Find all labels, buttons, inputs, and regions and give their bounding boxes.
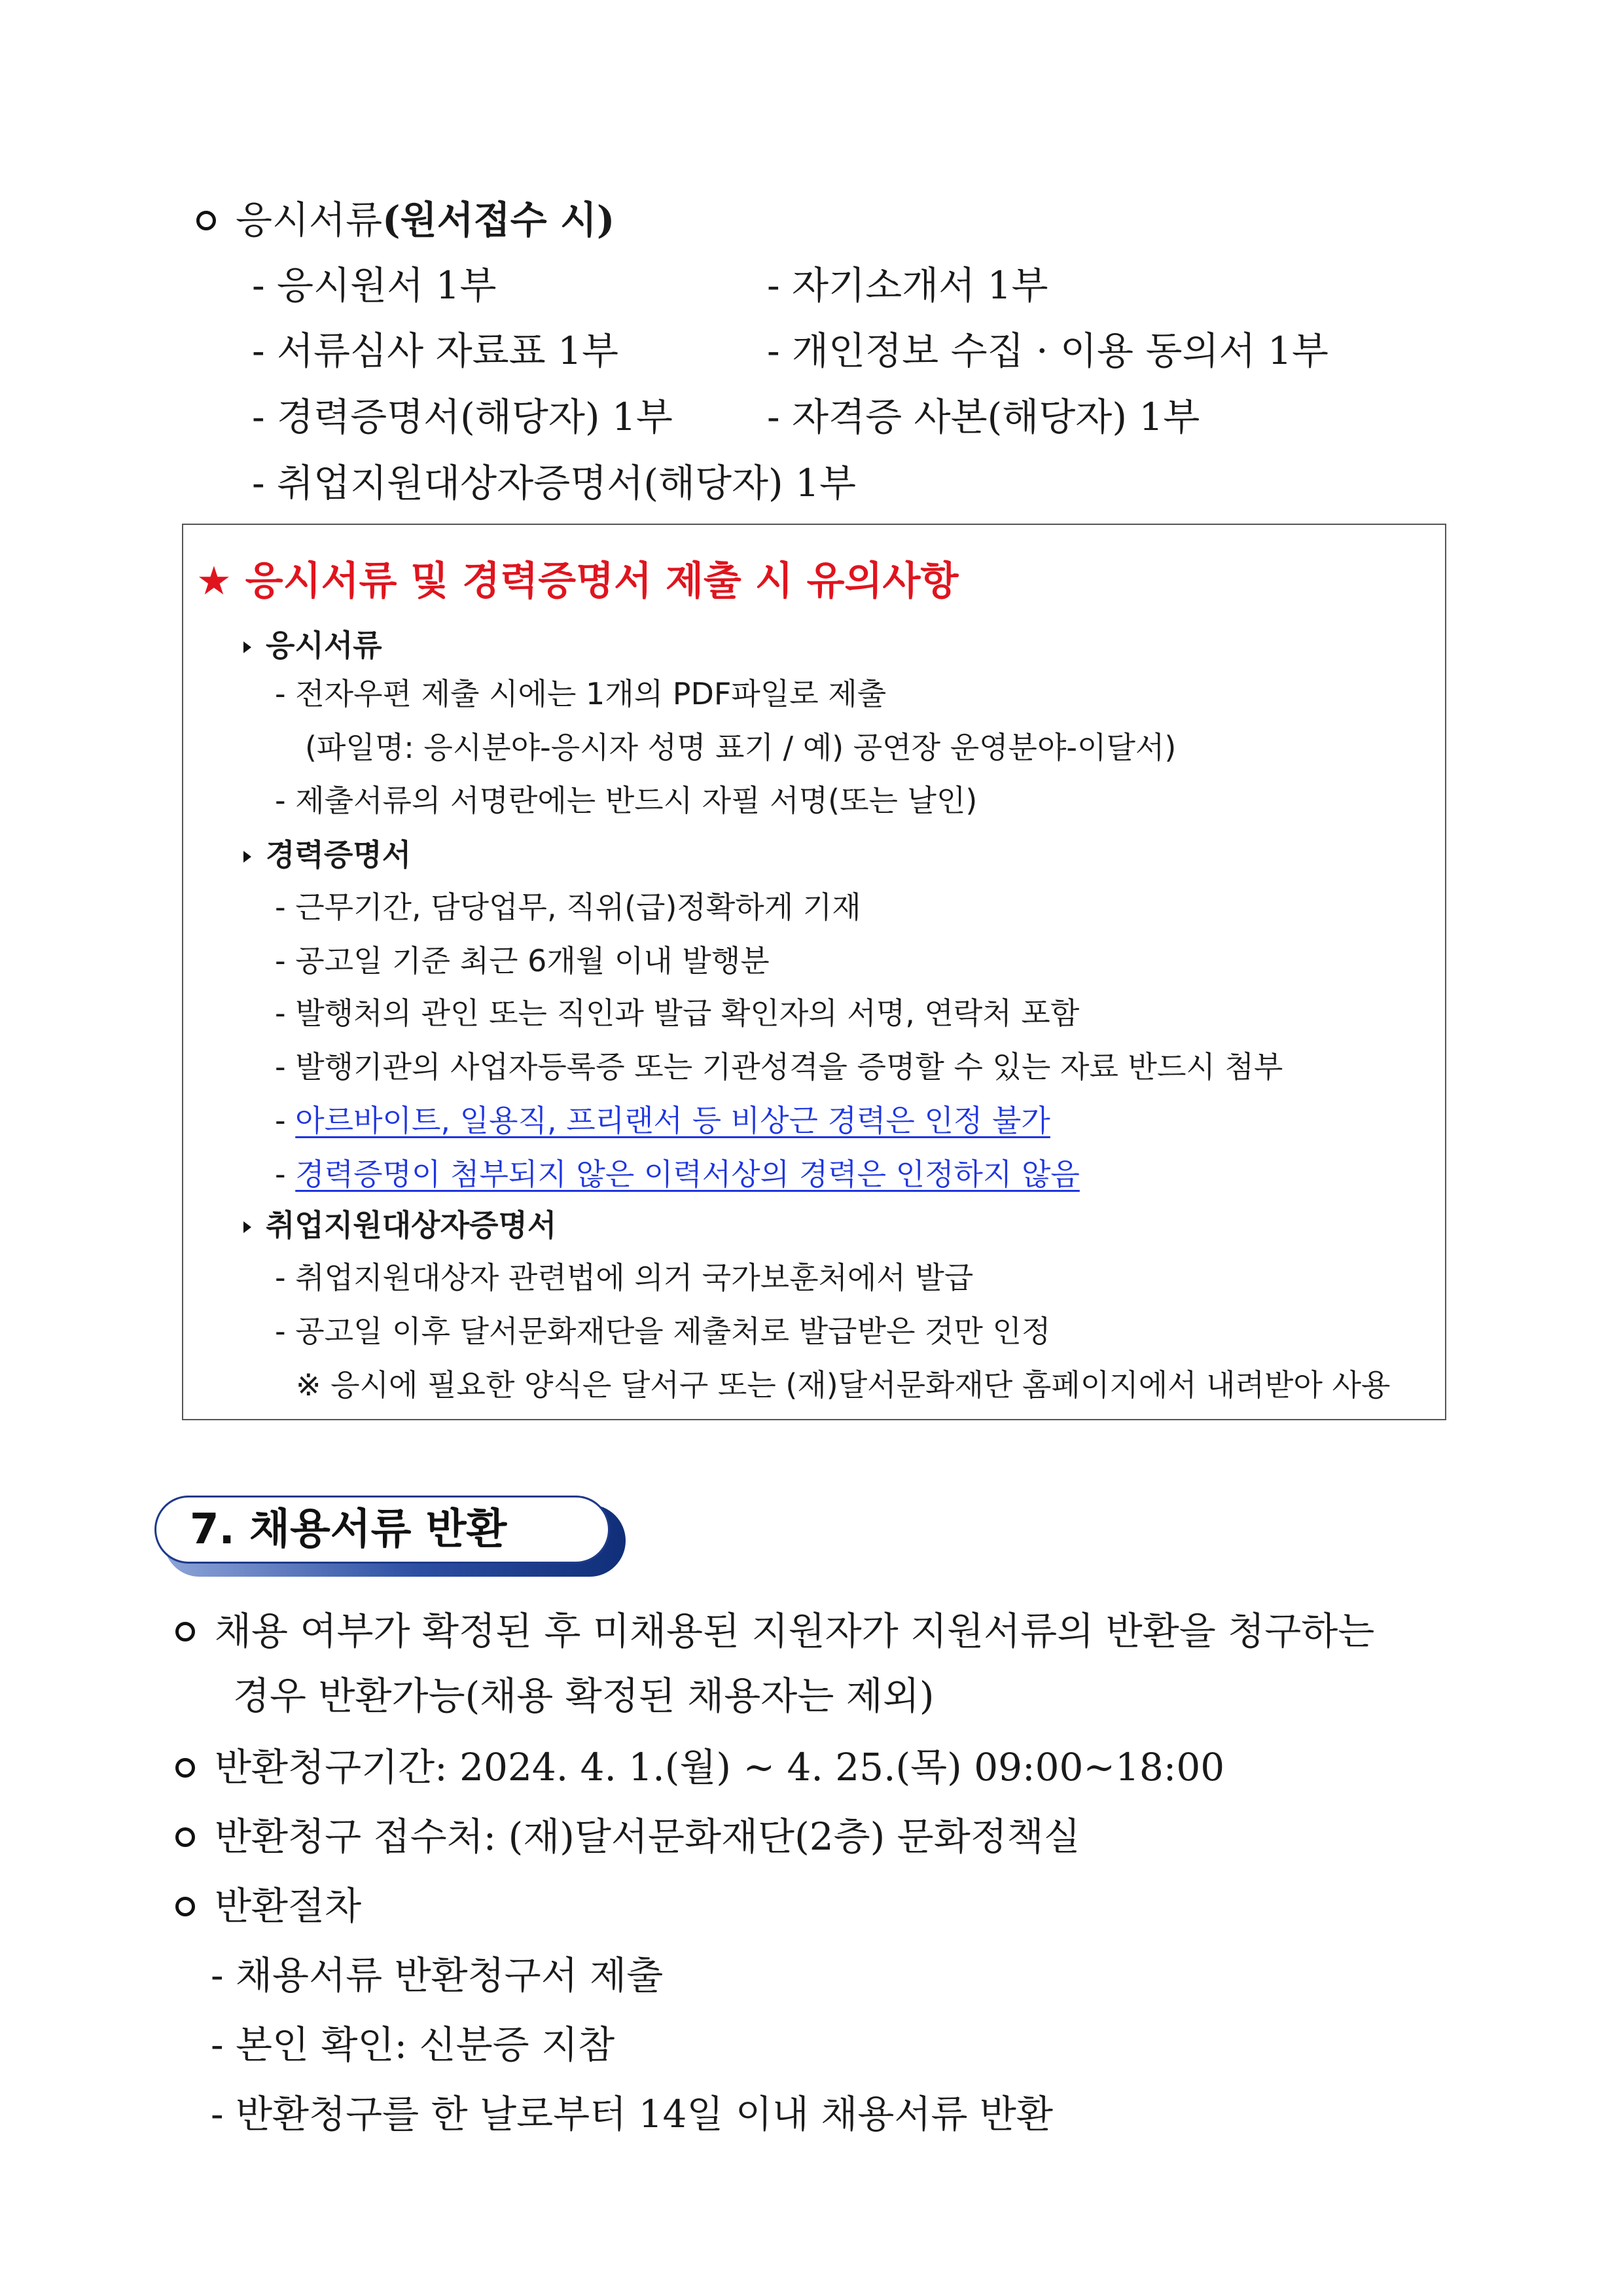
- bullet-text: 반환청구기간: 2024. 4. 1.(월) ~ 4. 25.(목) 09:00~18:00: [215, 1745, 1225, 1789]
- section7-bullet: [175, 1813, 1080, 1860]
- highlight-text: 아르바이트, 일용직, 프리랜서 등 비상근 경력은 인정 불가: [295, 1103, 1050, 1138]
- doc-item: - 서류심사 자료표 1부: [252, 329, 619, 373]
- notice-line: - 공고일 이후 달서문화재단을 제출처로 발급받은 것만 인정: [275, 1314, 1051, 1349]
- section7-bullet: [175, 1882, 361, 1929]
- docs-heading-prefix: 응시서류: [236, 198, 383, 242]
- doc-item: - 취업지원대상자증명서(해당자) 1부: [252, 461, 857, 505]
- doc-item: - 경력증명서(해당자) 1부: [252, 395, 673, 439]
- notice-group-title-documents: [243, 626, 382, 665]
- bullet-text: 채용 여부가 확정된 후 미채용된 지원자가 지원서류의 반환을 청구하는: [215, 1609, 1375, 1653]
- notice-title: ★ 응시서류 및 경력증명서 제출 시 유의사항: [196, 558, 959, 604]
- group-title-text: 응시서류: [266, 628, 382, 663]
- procedure-item: - 본인 확인: 신분증 지참: [211, 2022, 615, 2067]
- notice-footnote: ※ 응시에 필요한 양식은 달서구 또는 (재)달서문화재단 홈페이지에서 내려받아 사용: [296, 1367, 1391, 1403]
- notice-line: (파일명: 응시분야-응시자 성명 표기 / 예) 공연장 운영분야-이달서): [305, 730, 1177, 765]
- doc-item: - 자격증 사본(해당자) 1부: [767, 395, 1200, 439]
- procedure-item: - 채용서류 반환청구서 제출: [211, 1953, 664, 1998]
- dash: -: [275, 1103, 286, 1138]
- section-7-heading: [154, 1496, 626, 1577]
- triangle-bullet-icon: [243, 641, 251, 653]
- circle-bullet-icon: [175, 1897, 195, 1916]
- notice-highlight-line: [275, 1155, 1080, 1194]
- notice-line: - 제출서류의 서명란에는 반드시 자필 서명(또는 날인): [275, 783, 978, 818]
- group-title-text: 취업지원대상자증명서: [266, 1208, 557, 1243]
- notice-line: - 공고일 기준 최근 6개월 이내 발행분: [275, 943, 770, 978]
- docs-heading-bold: (원서접수 시): [382, 198, 615, 242]
- doc-item: - 자기소개서 1부: [767, 263, 1048, 308]
- circle-bullet-icon: [175, 1622, 195, 1641]
- bullet-text: 반환청구 접수처: (재)달서문화재단(2층) 문화정책실: [215, 1814, 1080, 1859]
- section-7-title: 7. 채용서류 반환: [190, 1505, 507, 1554]
- notice-group-title-support: [243, 1206, 556, 1245]
- docs-heading: [196, 196, 615, 243]
- doc-item: - 개인정보 수집 · 이용 동의서 1부: [767, 329, 1329, 373]
- triangle-bullet-icon: [243, 1221, 251, 1233]
- section7-bullet: [175, 1744, 1224, 1791]
- notice-line: - 발행처의 관인 또는 직인과 발급 확인자의 서명, 연락처 포함: [275, 996, 1080, 1031]
- dash: -: [275, 1157, 286, 1192]
- notice-line: - 취업지원대상자 관련법에 의거 국가보훈처에서 발급: [275, 1260, 974, 1295]
- group-title-text: 경력증명서: [266, 837, 412, 872]
- highlight-text: 경력증명이 첨부되지 않은 이력서상의 경력은 인정하지 않음: [295, 1157, 1080, 1192]
- notice-line: - 발행기관의 사업자등록증 또는 기관성격을 증명할 수 있는 자료 반드시 첨부: [275, 1049, 1283, 1085]
- circle-bullet-icon: [175, 1827, 195, 1847]
- notice-group-title-career: [243, 835, 411, 874]
- notice-line: - 전자우편 제출 시에는 1개의 PDF파일로 제출: [275, 676, 887, 711]
- notice-highlight-line: [275, 1101, 1050, 1140]
- circle-bullet-icon: [196, 211, 216, 230]
- section7-bullet-continuation: 경우 반환가능(채용 확정된 채용자는 제외): [233, 1674, 935, 1718]
- doc-item: - 응시원서 1부: [252, 263, 497, 308]
- notice-line: - 근무기간, 담당업무, 직위(급)정확하게 기재: [275, 889, 861, 925]
- circle-bullet-icon: [175, 1758, 195, 1778]
- section7-bullet: [175, 1607, 1374, 1655]
- procedure-item: - 반환청구를 한 날로부터 14일 이내 채용서류 반환: [211, 2092, 1053, 2136]
- triangle-bullet-icon: [243, 851, 251, 863]
- bullet-text: 반환절차: [215, 1884, 362, 1928]
